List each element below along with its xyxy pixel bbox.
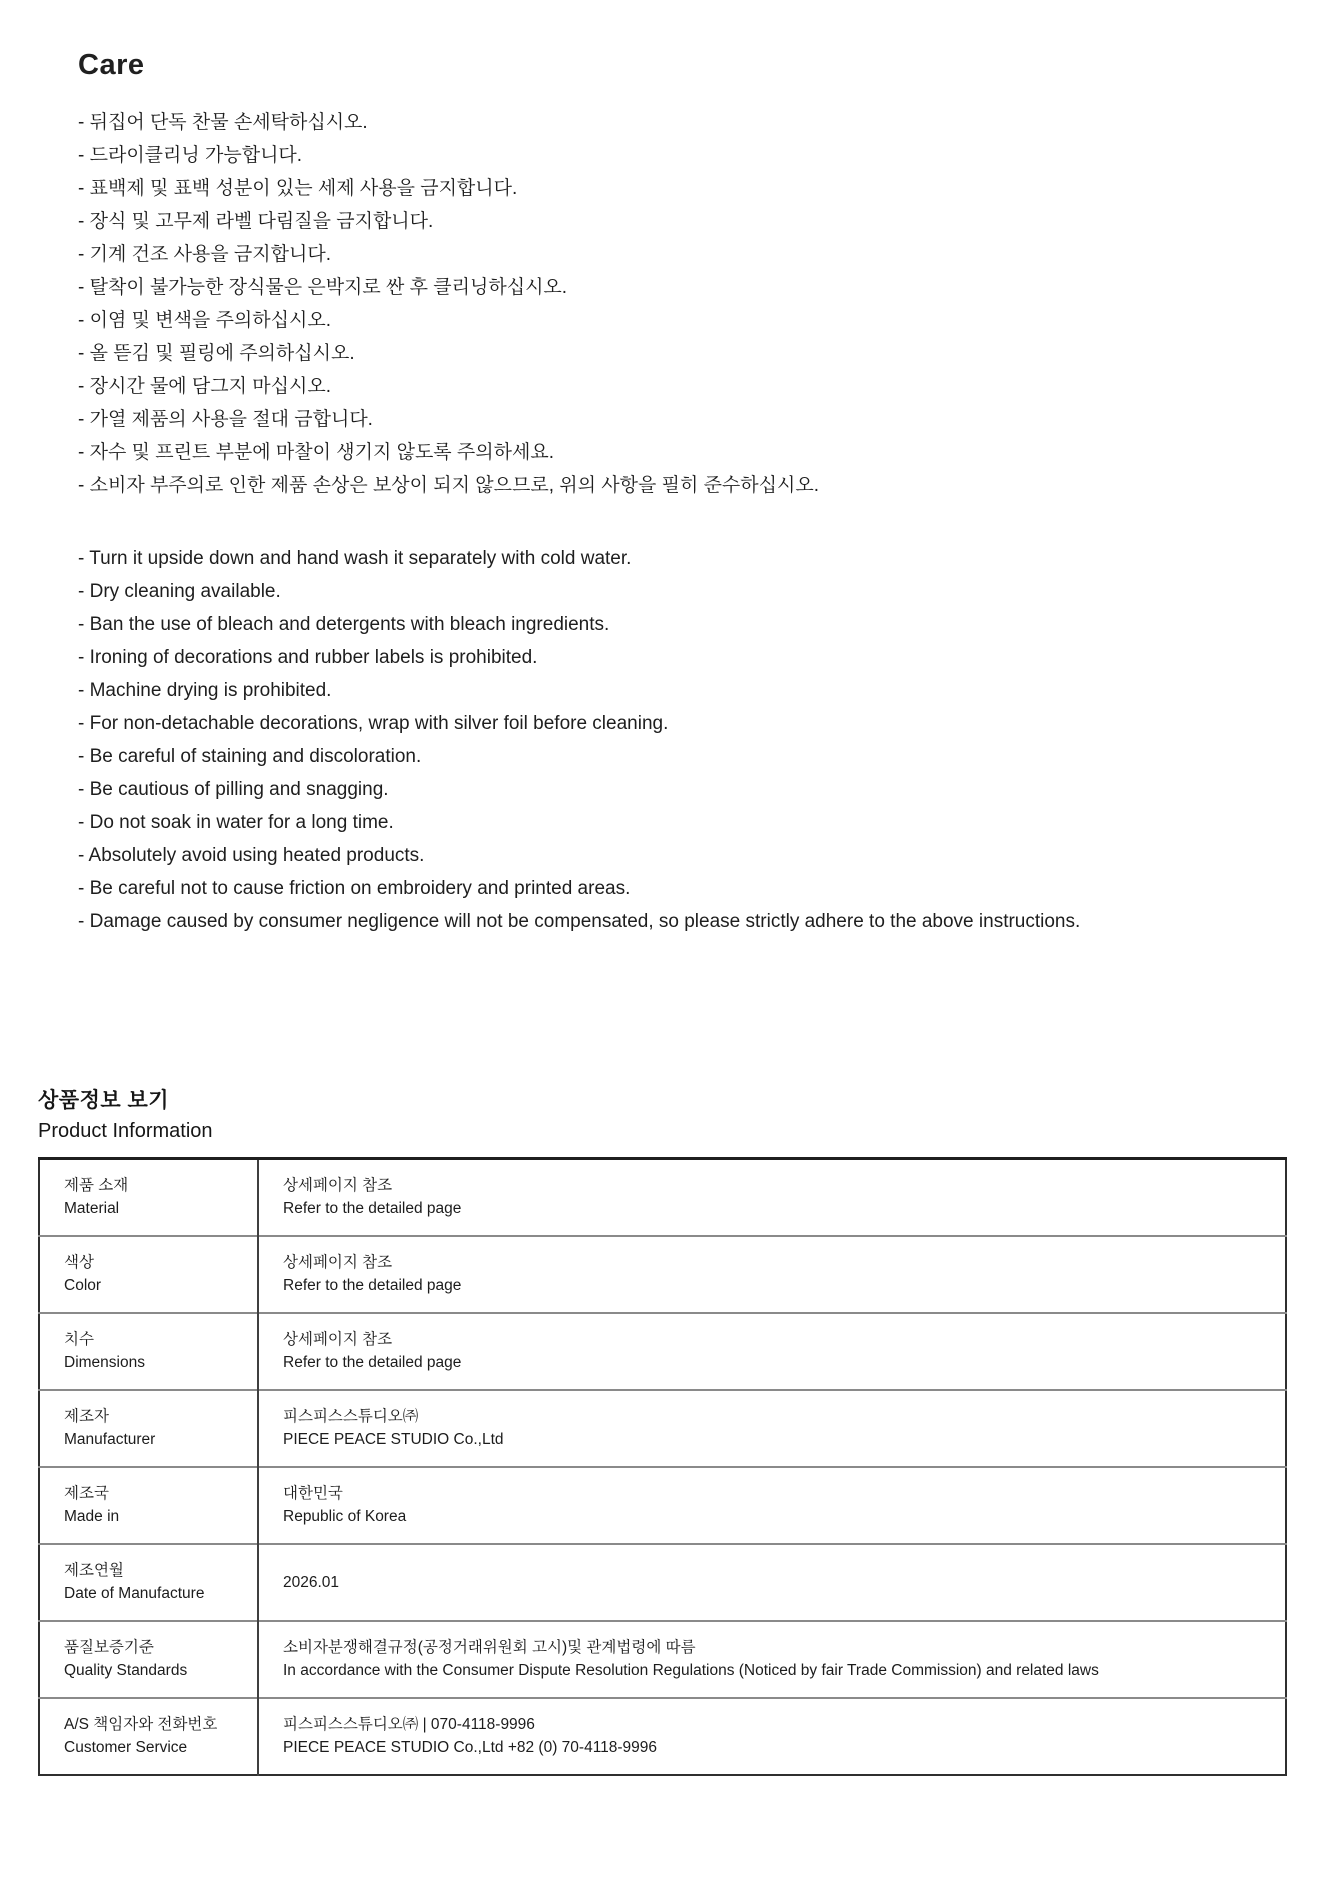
care-instruction-english: - Damage caused by consumer negligence will not be compensated, so please strictly adhere to the above instructions. xyxy=(78,911,1081,932)
label-korean: 제품 소재 xyxy=(64,1177,129,1195)
care-instruction-korean: - 가열 제품의 사용을 절대 금합니다. xyxy=(78,409,373,430)
value-english: PIECE PEACE STUDIO Co.,Ltd xyxy=(283,1431,504,1448)
care-instruction-korean: - 이염 및 변색을 주의하십시오. xyxy=(78,310,331,331)
care-instruction-korean: - 장시간 물에 담그지 마십시오. xyxy=(78,376,331,397)
care-section xyxy=(0,0,1320,938)
care-instruction-korean: - 표백제 및 표백 성분이 있는 세제 사용을 금지합니다. xyxy=(78,178,518,199)
label-korean: 색상 xyxy=(64,1254,94,1271)
care-instruction-english: - Be careful of staining and discoloration. xyxy=(78,746,422,767)
care-instructions-english-list xyxy=(78,542,1280,938)
value-korean: 상세페이지 참조 xyxy=(283,1254,393,1271)
label-korean: 제조연월 xyxy=(64,1562,124,1579)
label-english: Date of Manufacture xyxy=(64,1585,205,1602)
label-korean: 제조자 xyxy=(64,1408,109,1425)
value-korean: 피스피스스튜디오㈜ | 070-4118-9996 xyxy=(283,1716,535,1733)
product-info-row xyxy=(39,1544,1286,1621)
product-info-label-cell xyxy=(39,1544,258,1621)
product-info-value-cell xyxy=(258,1698,1286,1775)
label-korean: 품질보증기준 xyxy=(64,1639,154,1656)
product-info-row xyxy=(39,1698,1286,1775)
product-info-table xyxy=(38,1157,1287,1776)
value-korean: 상세페이지 참조 xyxy=(283,1177,393,1195)
care-instruction-korean: - 장식 및 고무제 라벨 다림질을 금지합니다. xyxy=(78,211,434,232)
value-english: Republic of Korea xyxy=(283,1508,407,1525)
label-english: Material xyxy=(64,1200,120,1218)
product-info-row xyxy=(39,1467,1286,1544)
label-korean: 제조국 xyxy=(64,1485,109,1502)
label-english: Manufacturer xyxy=(64,1431,156,1448)
product-info-row xyxy=(39,1390,1286,1467)
care-instruction-english: - Ironing of decorations and rubber labels is prohibited. xyxy=(78,647,538,668)
care-instruction-english: - Be cautious of pilling and snagging. xyxy=(78,779,389,800)
product-info-label-cell xyxy=(39,1467,258,1544)
product-info-row xyxy=(39,1236,1286,1313)
product-info-row xyxy=(39,1159,1286,1236)
label-english: Color xyxy=(64,1277,102,1294)
value-english: Refer to the detailed page xyxy=(283,1200,462,1218)
product-info-title-korean: 상품정보 보기 xyxy=(38,1089,170,1112)
product-info-value-cell xyxy=(258,1313,1286,1390)
care-instructions-korean-list xyxy=(78,106,1280,502)
care-instruction-korean: - 올 뜯김 및 필링에 주의하십시오. xyxy=(78,343,355,364)
care-instruction-english: - Ban the use of bleach and detergents with bleach ingredients. xyxy=(78,614,610,635)
product-info-value-cell xyxy=(258,1621,1286,1698)
care-instruction-english: - Machine drying is prohibited. xyxy=(78,680,332,701)
label-english: Made in xyxy=(64,1508,120,1525)
product-info-row xyxy=(39,1313,1286,1390)
label-english: Dimensions xyxy=(64,1354,145,1371)
product-info-label-cell xyxy=(39,1390,258,1467)
value-english: PIECE PEACE STUDIO Co.,Ltd +82 (0) 70-4118-9996 xyxy=(283,1739,658,1756)
care-instruction-english: - For non-detachable decorations, wrap with silver foil before cleaning. xyxy=(78,713,669,734)
care-instruction-korean: - 소비자 부주의로 인한 제품 손상은 보상이 되지 않으므로, 위의 사항을 필히 준수하십시오. xyxy=(78,475,819,496)
care-instruction-korean: - 탈착이 불가능한 장식물은 은박지로 싼 후 클리닝하십시오. xyxy=(78,277,568,298)
value-korean: 2026.01 xyxy=(283,1573,340,1591)
product-info-value-cell xyxy=(258,1544,1286,1621)
product-info-table-body xyxy=(39,1159,1286,1775)
value-korean: 상세페이지 참조 xyxy=(283,1331,393,1348)
value-korean: 대한민국 xyxy=(283,1485,343,1502)
care-instruction-english: - Do not soak in water for a long time. xyxy=(78,812,394,833)
care-instruction-korean: - 자수 및 프린트 부분에 마찰이 생기지 않도록 주의하세요. xyxy=(78,442,554,463)
product-info-value-cell xyxy=(258,1390,1286,1467)
care-instruction-english: - Dry cleaning available. xyxy=(78,581,281,602)
product-info-row xyxy=(39,1621,1286,1698)
care-section-title: Care xyxy=(78,49,145,81)
care-instruction-english: - Turn it upside down and hand wash it separately with cold water. xyxy=(78,548,632,569)
label-english: Customer Service xyxy=(64,1739,188,1756)
product-info-value-cell xyxy=(258,1236,1286,1313)
product-info-label-cell xyxy=(39,1621,258,1698)
value-english: Refer to the detailed page xyxy=(283,1354,462,1371)
product-info-title-english: Product Information xyxy=(38,1120,213,1142)
care-instruction-korean: - 드라이클리닝 가능합니다. xyxy=(78,145,303,166)
label-korean: A/S 책임자와 전화번호 xyxy=(64,1716,218,1733)
product-info-value-cell xyxy=(258,1467,1286,1544)
label-korean: 치수 xyxy=(64,1331,94,1348)
label-english: Quality Standards xyxy=(64,1662,188,1679)
care-instruction-korean: - 뒤집어 단독 찬물 손세탁하십시오. xyxy=(78,112,368,133)
care-instruction-korean: - 기계 건조 사용을 금지합니다. xyxy=(78,244,331,265)
product-info-label-cell xyxy=(39,1236,258,1313)
value-english: Refer to the detailed page xyxy=(283,1277,462,1294)
care-instruction-english: - Absolutely avoid using heated products. xyxy=(78,845,425,866)
product-info-label-cell xyxy=(39,1159,258,1236)
care-instruction-english: - Be careful not to cause friction on embroidery and printed areas. xyxy=(78,878,631,899)
value-korean: 피스피스스튜디오㈜ xyxy=(283,1408,419,1425)
product-info-label-cell xyxy=(39,1698,258,1775)
product-information-section xyxy=(0,1086,1320,1776)
product-info-label-cell xyxy=(39,1313,258,1390)
value-english: In accordance with the Consumer Dispute Resolution Regulations (Noticed by fair Trade Commission) and related laws xyxy=(283,1662,1099,1679)
product-info-value-cell xyxy=(258,1159,1286,1236)
value-korean: 소비자분쟁해결규정(공정거래위원회 고시)및 관계법령에 따름 xyxy=(283,1639,696,1656)
